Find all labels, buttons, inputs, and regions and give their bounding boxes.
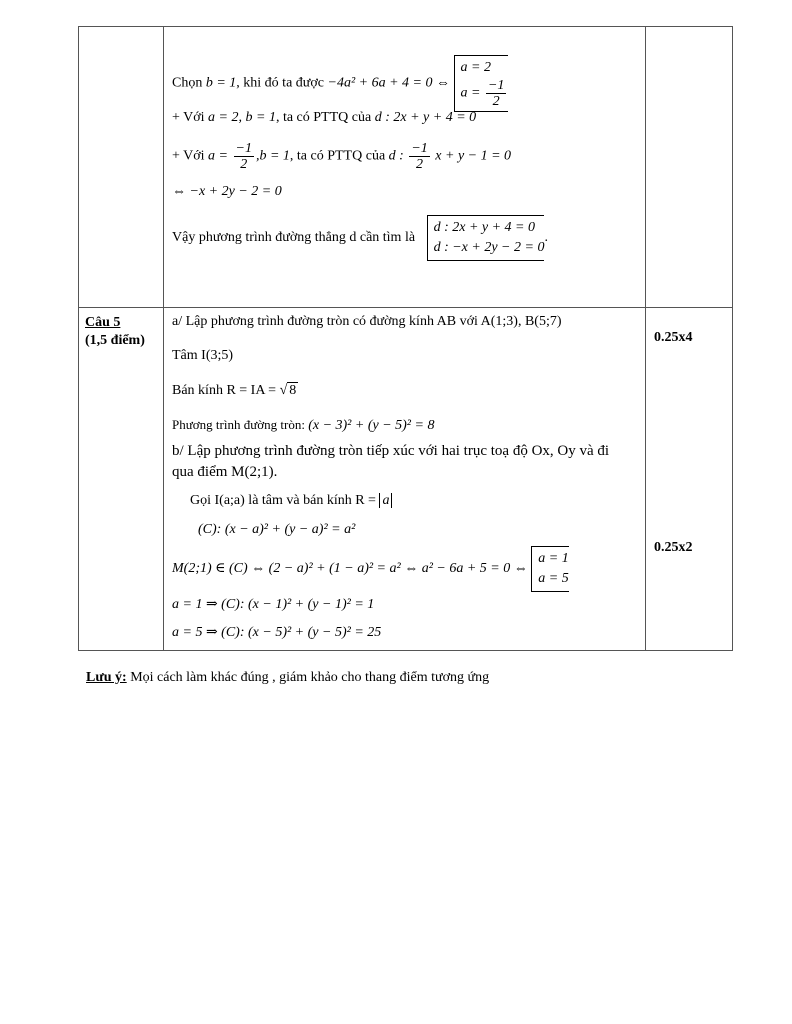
note-label: Lưu ý:: [86, 670, 127, 685]
text: , khi đó ta được: [236, 75, 328, 91]
footnote: [86, 670, 489, 686]
result-line-1: a = 1 ⇒ (C): (x − 1)² + (y − 1)² = 1: [172, 597, 375, 612]
question-label: [85, 314, 145, 350]
fraction: [234, 141, 254, 172]
math-equation: d : 2x + y + 4 = 0: [374, 110, 477, 125]
denominator: 2: [240, 157, 248, 172]
math: ,b = 1: [255, 148, 290, 164]
solution-bracket: [531, 546, 568, 592]
note-text: Mọi cách làm khác đúng , giám khảo cho thang điểm tương ứng: [126, 670, 490, 685]
score-cell: [646, 308, 733, 651]
option: a = 1: [538, 551, 569, 566]
question-points: (1,5 điểm): [85, 333, 145, 348]
solution-bracket: [427, 215, 545, 261]
question-cell: [79, 308, 164, 651]
conclusion-line: [172, 215, 548, 261]
option: a = 5: [538, 571, 569, 586]
result-line-2: a = 5 ⇒ (C): (x − 5)² + (y − 5)² = 25: [172, 625, 382, 640]
text: , ta có PTTQ của: [275, 110, 375, 125]
numerator: −1: [411, 141, 428, 156]
numerator: −1: [487, 78, 505, 93]
center-line: Tâm I(3;5): [172, 348, 234, 363]
table-row: [79, 27, 733, 308]
text: Vậy phương trình đường thẳng d cần tìm là: [172, 230, 416, 246]
option: [461, 78, 509, 109]
text: .: [544, 230, 548, 246]
case2-line: [172, 141, 511, 172]
math-equation: M(2;1) ∈ (C) ⇔ (2 − a)² + (1 − a)² = a² ⇔ a² − 6a + 5 = 0 ⇔: [172, 561, 528, 577]
sqrt: √ 8: [279, 383, 297, 398]
numerator: −1: [235, 141, 252, 156]
math-equation: (x − 3)² + (y − 5)² = 8: [308, 418, 435, 433]
let-line: [190, 492, 392, 510]
text: Phương trình đường tròn:: [172, 417, 309, 432]
grading-table: [78, 26, 733, 651]
equation-line: [172, 416, 434, 435]
solution-bracket: [454, 55, 509, 112]
part-a-heading: a/ Lập phương trình đường tròn có đường kính AB với A(1;3), B(5;7): [172, 314, 562, 329]
circle-line: (C): (x − a)² + (y − a)² = a²: [198, 522, 356, 537]
denominator: 2: [416, 157, 424, 172]
equivalent-line: ⇔ −x + 2y − 2 = 0: [172, 184, 282, 199]
score-cell: [646, 27, 733, 308]
absolute-value: a: [379, 493, 392, 508]
part-b-heading-1: b/ Lập phương trình đường tròn tiếp xúc với hai trục toạ độ Ox, Oy và đi: [172, 443, 610, 459]
question-cell: [79, 27, 164, 308]
radius-line: [172, 382, 298, 400]
text: + Với: [172, 148, 209, 164]
fraction: [486, 78, 506, 109]
option: a = 2: [460, 60, 491, 75]
table-row: [79, 308, 733, 651]
text: a =: [460, 85, 481, 101]
part-b-heading-2: qua điểm M(2;1).: [172, 464, 278, 480]
option: d : −x + 2y − 2 = 0: [433, 240, 545, 255]
case1-line: [172, 109, 476, 127]
fraction: [409, 141, 429, 172]
solution-cell: [164, 308, 646, 651]
text: Gọi I(a;a) là tâm và bán kính R =: [190, 493, 380, 508]
text: Bán kính R = IA =: [172, 383, 280, 398]
math: a =: [208, 148, 228, 164]
text: + Với: [172, 110, 209, 125]
math: b = 1: [205, 75, 237, 91]
text: Chọn: [172, 75, 206, 91]
math: d :: [388, 148, 404, 164]
score-b: 0.25x2: [654, 540, 693, 555]
radicand: 8: [289, 383, 297, 398]
condition-line: [172, 546, 569, 592]
math: a = 2, b = 1: [208, 110, 276, 125]
math: x + y − 1 = 0: [435, 148, 512, 164]
text: , ta có PTTQ của: [289, 148, 389, 164]
option: d : 2x + y + 4 = 0: [433, 220, 535, 235]
score-a: 0.25x4: [654, 330, 693, 345]
question-number: Câu 5: [85, 315, 121, 330]
choose-line: [172, 55, 508, 112]
math-equation: −4a² + 6a + 4 = 0 ⇔: [327, 75, 450, 91]
solution-cell: [164, 27, 646, 308]
denominator: 2: [492, 94, 500, 109]
